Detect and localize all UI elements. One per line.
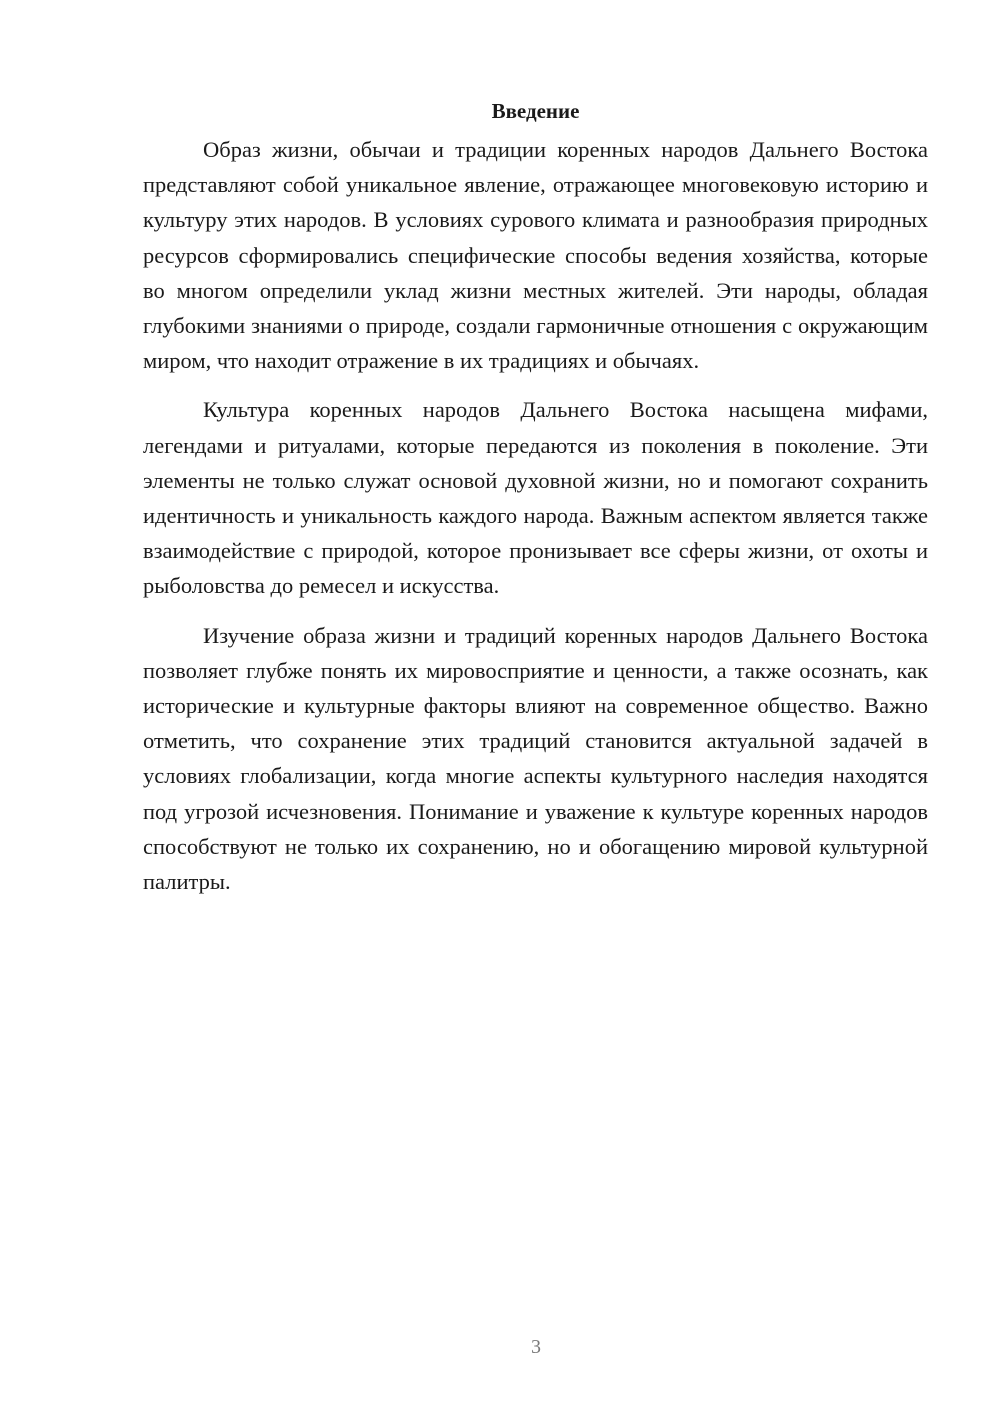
section-title: Введение	[491, 99, 580, 123]
page-number: 3	[531, 1336, 541, 1358]
paragraph-3: Изучение образа жизни и традиций коренных народов Дальнего Востока позволяет глубже понять их мировосприятие и ценности, а также осознать, как исторические и культурные факторы влияют на современное общество. Важно отметить, что сохранение этих традиций становится актуальной задачей в условиях глобализации, когда многие аспекты культурного наследия находятся под угрозой исчезновения. Понимание и уважение к культуре коренных народов способствуют не только их сохранению, но и обогащению мировой культурной палитры.	[143, 622, 928, 895]
paragraph-2: Культура коренных народов Дальнего Востока насыщена мифами, легендами и ритуалами, которые передаются из поколения в поколение. Эти элементы не только служат основой духовной жизни, но и помогают сохранить идентичность и уникальность каждого народа. Важным аспектом является также взаимодействие с природой, которое пронизывает все сферы жизни, от охоты и рыболовства до ремесел и искусства.	[143, 397, 928, 599]
paragraph-1: Образ жизни, обычаи и традиции коренных народов Дальнего Востока представляют собой уникальное явление, отражающее многовековую историю и культуру этих народов. В условиях сурового климата и разнообразия природных ресурсов сформировались специфические способы ведения хозяйства, которые во многом определили уклад жизни местных жителей. Эти народы, обладая глубокими знаниями о природе, создали гармоничные отношения с окружающим миром, что находит отражение в их традициях и обычаях.	[143, 137, 928, 374]
page-content	[143, 96, 928, 913]
